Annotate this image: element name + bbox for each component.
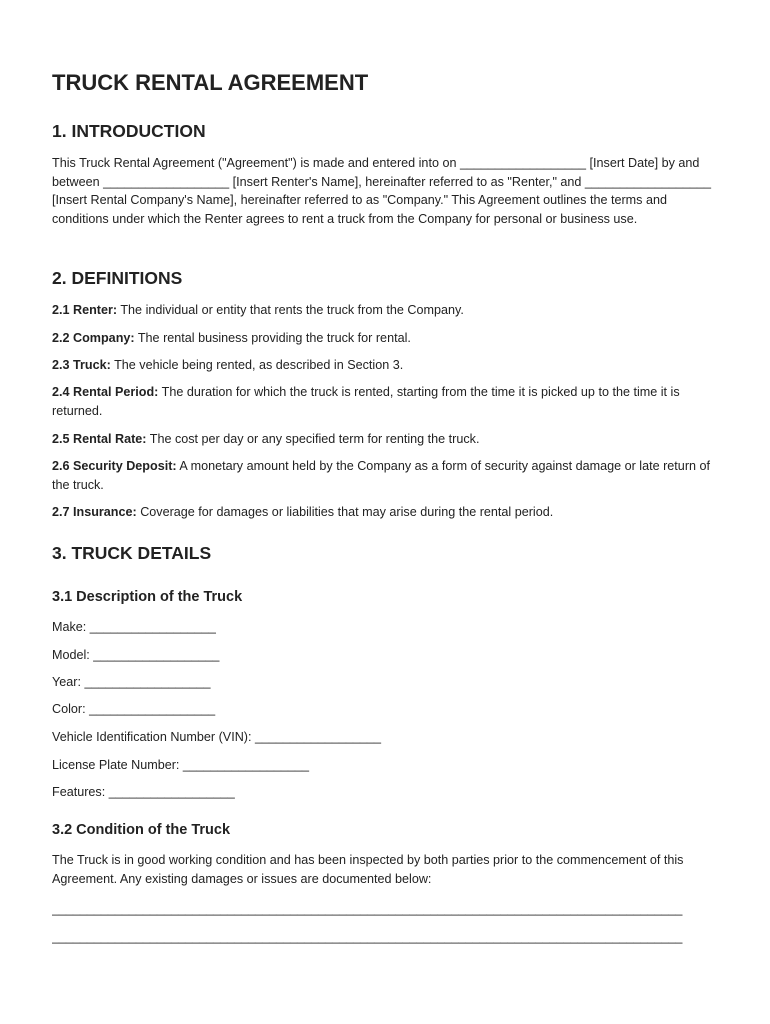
- definition-text: The vehicle being rented, as described in Section 3.: [110, 358, 404, 372]
- condition-paragraph: The Truck is in good working condition and has been inspected by both parties prior to the commencement of this Agreement. Any existing damages or issues are documented below:: [52, 853, 684, 886]
- section-heading-definitions: 2. DEFINITIONS: [52, 268, 183, 288]
- definition-item: [52, 503, 716, 522]
- definition-text: A monetary amount held by the Company as a form of security against damage or late return of the truck.: [52, 459, 711, 492]
- damage-notes-line: __________________________________________________________________________________________: [52, 930, 683, 944]
- definition-term: 2.3 Truck:: [52, 358, 111, 372]
- field-license-plate: License Plate Number: __________________: [52, 758, 309, 772]
- field-vin: Vehicle Identification Number (VIN): __________________: [52, 730, 382, 744]
- definition-text: The cost per day or any specified term for renting the truck.: [146, 432, 480, 446]
- definition-item: [52, 356, 716, 375]
- definition-item: [52, 301, 716, 320]
- subsection-heading-description: 3.1 Description of the Truck: [52, 589, 243, 605]
- document-title: TRUCK RENTAL AGREEMENT: [52, 70, 369, 95]
- definition-term: 2.4 Rental Period:: [52, 385, 159, 399]
- damage-notes-line: __________________________________________________________________________________________: [52, 902, 683, 916]
- definition-term: 2.7 Insurance:: [52, 505, 137, 519]
- definition-text: The rental business providing the truck for rental.: [134, 331, 411, 345]
- definition-text: The duration for which the truck is rented, starting from the time it is picked up to the time it is returned.: [52, 385, 680, 418]
- field-model: Model: __________________: [52, 648, 220, 662]
- field-features: Features: __________________: [52, 785, 235, 799]
- definition-item: [52, 383, 716, 420]
- definition-term: 2.2 Company:: [52, 331, 135, 345]
- subsection-heading-condition: 3.2 Condition of the Truck: [52, 822, 231, 838]
- definition-item: [52, 430, 716, 449]
- field-color: Color: __________________: [52, 702, 216, 716]
- definition-term: 2.1 Renter:: [52, 303, 118, 317]
- section-heading-truck-details: 3. TRUCK DETAILS: [52, 543, 212, 563]
- definition-text: Coverage for damages or liabilities that may arise during the rental period.: [136, 505, 554, 519]
- introduction-paragraph: This Truck Rental Agreement ("Agreement") is made and entered into on __________________ [Insert Date] by and between __________________ [Insert Renter's Name], hereinafter referred to as "Renter," and __________________ [Insert Rental Company's Name], hereinafter referred to as "Company." This Agreement outlines the terms and conditions under which the Renter agrees to rent a truck from the Company for personal or business use.: [52, 156, 712, 226]
- field-make: Make: __________________: [52, 620, 216, 634]
- definition-term: 2.6 Security Deposit:: [52, 459, 177, 473]
- section-heading-introduction: 1. INTRODUCTION: [52, 121, 206, 141]
- field-year: Year: __________________: [52, 675, 211, 689]
- definition-term: 2.5 Rental Rate:: [52, 432, 147, 446]
- definition-text: The individual or entity that rents the truck from the Company.: [117, 303, 464, 317]
- definition-item: [52, 457, 716, 494]
- definition-item: [52, 329, 716, 348]
